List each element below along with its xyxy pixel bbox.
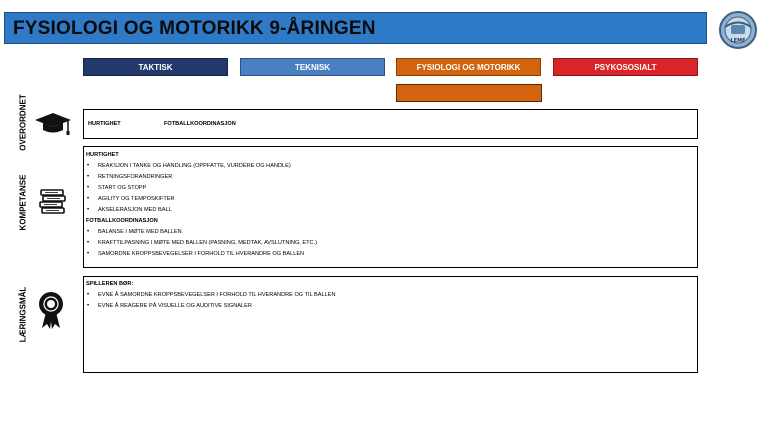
kompetanse-list-item: • AGILITY OG TEMPOSKIFTER (86, 194, 697, 205)
active-tab-indicator (396, 84, 542, 102)
tab-fysiologi-og-motorikk[interactable]: FYSIOLOGI OG MOTORIKK (396, 58, 541, 76)
kompetanse-list-item: • SAMORDNE KROPPSBEVEGELSER I FORHOLD TIL HVERANDRE OG BALLEN (86, 249, 697, 260)
overordnet-box (83, 109, 698, 139)
laeringsmal-list-item: • EVNE Å SAMORDNE KROPPSBEVEGELSER I FORHOLD TIL HVERANDRE OG TIL BALLEN (86, 290, 697, 301)
logo-text: LEMF (730, 38, 746, 44)
section-label-kompetanse: KOMPETANSE (18, 174, 28, 231)
kompetanse-list-item: • START OG STOPP (86, 183, 697, 194)
laeringsmal-heading: SPILLEREN BØR: (86, 281, 134, 287)
tab-psykososialt[interactable]: PSYKOSOSIALT (553, 58, 698, 76)
kompetanse-box (83, 146, 698, 268)
books-icon (38, 188, 68, 218)
laeringsmal-list-item: • EVNE Å REAGERE PÅ VISUELLE OG AUDITIVE SIGNALER (86, 301, 697, 312)
section-label-overordnet: OVERORDNET (18, 94, 28, 151)
page-title: FYSIOLOGI OG MOTORIKK 9-ÅRINGEN (13, 18, 376, 39)
club-crest-icon (717, 10, 759, 50)
tab-teknisk[interactable]: TEKNISK (240, 58, 385, 76)
tab-taktisk[interactable]: TAKTISK (83, 58, 228, 76)
kompetanse-heading: FOTBALLKOORDINASJON (86, 218, 158, 224)
award-rosette-icon (38, 290, 64, 330)
overordnet-item-hurtighet: HURTIGHET (88, 121, 121, 127)
kompetanse-list-item: • BALANSE I MØTE MED BALLEN (86, 227, 697, 238)
graduation-cap-icon (34, 112, 72, 136)
kompetanse-list-item: • RETNINGSFORANDRINGER (86, 172, 697, 183)
kompetanse-list-item: • REAKSJON I TANKE OG HANDLING (OPPFATTE, VURDERE OG HANDLE) (86, 161, 697, 172)
section-label-laeringsmal: LÆRINGSMÅL (18, 286, 28, 343)
kompetanse-list-item: • KRAFTTILPASNING I MØTE MED BALLEN (PASNING, MEDTAK, AVSLUTNING, ETC.) (86, 238, 697, 249)
overordnet-item-fotballkoordinasjon: FOTBALLKOORDINASJON (164, 121, 236, 127)
kompetanse-list-item: • AKSELERASJON MED BALL (86, 205, 697, 216)
header-bar (4, 12, 707, 44)
kompetanse-heading: HURTIGHET (86, 152, 119, 158)
laeringsmal-box (83, 276, 698, 373)
